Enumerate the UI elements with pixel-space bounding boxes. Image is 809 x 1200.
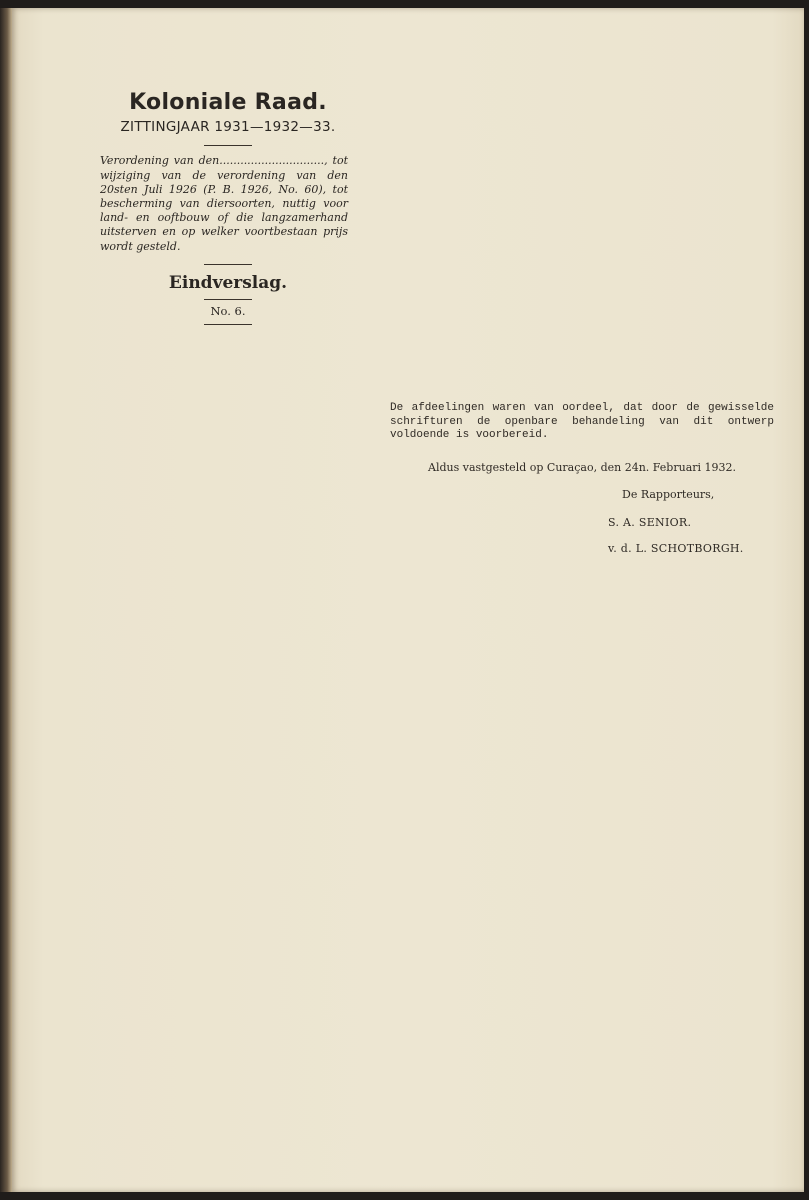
divider-1 — [204, 145, 252, 146]
book-spine — [0, 8, 12, 1192]
report-heading: Eindverslag. — [168, 272, 288, 293]
divider-4 — [204, 324, 252, 325]
right-column — [390, 402, 774, 556]
session-year: ZITTINGJAAR 1931—1932—33. — [120, 119, 336, 136]
rapporteurs-heading: De Rapporteurs, — [622, 488, 715, 501]
left-column — [100, 90, 356, 325]
signatory-1: S. A. SENIOR. — [608, 515, 692, 529]
adoption-line: Aldus vastgesteld op Curaçao, den 24n. Februari 1932. — [428, 460, 737, 474]
divider-3 — [204, 299, 252, 300]
bill-description: Verordening van den.............................., tot wijziging van de verordening van den 20sten Juli 1926 (P. B. 1926, No. 60), tot bescherming van diersoorten, nuttig voor land- en ooftbouw of die langzamerhand uitsterven en op welker voortbestaan prijs wordt gesteld. — [100, 154, 348, 253]
document-page — [12, 8, 804, 1192]
signatory-2: v. d. L. SCHOTBORGH. — [608, 542, 744, 555]
divider-2 — [204, 264, 252, 265]
body-paragraph: De afdeelingen waren van oordeel, dat door de gewisselde schrifturen de openbare behandeling van dit ontwerp voldoende is voorbereid. — [390, 402, 774, 441]
report-number: No. 6. — [210, 303, 246, 318]
council-title: Koloniale Raad. — [129, 90, 327, 115]
